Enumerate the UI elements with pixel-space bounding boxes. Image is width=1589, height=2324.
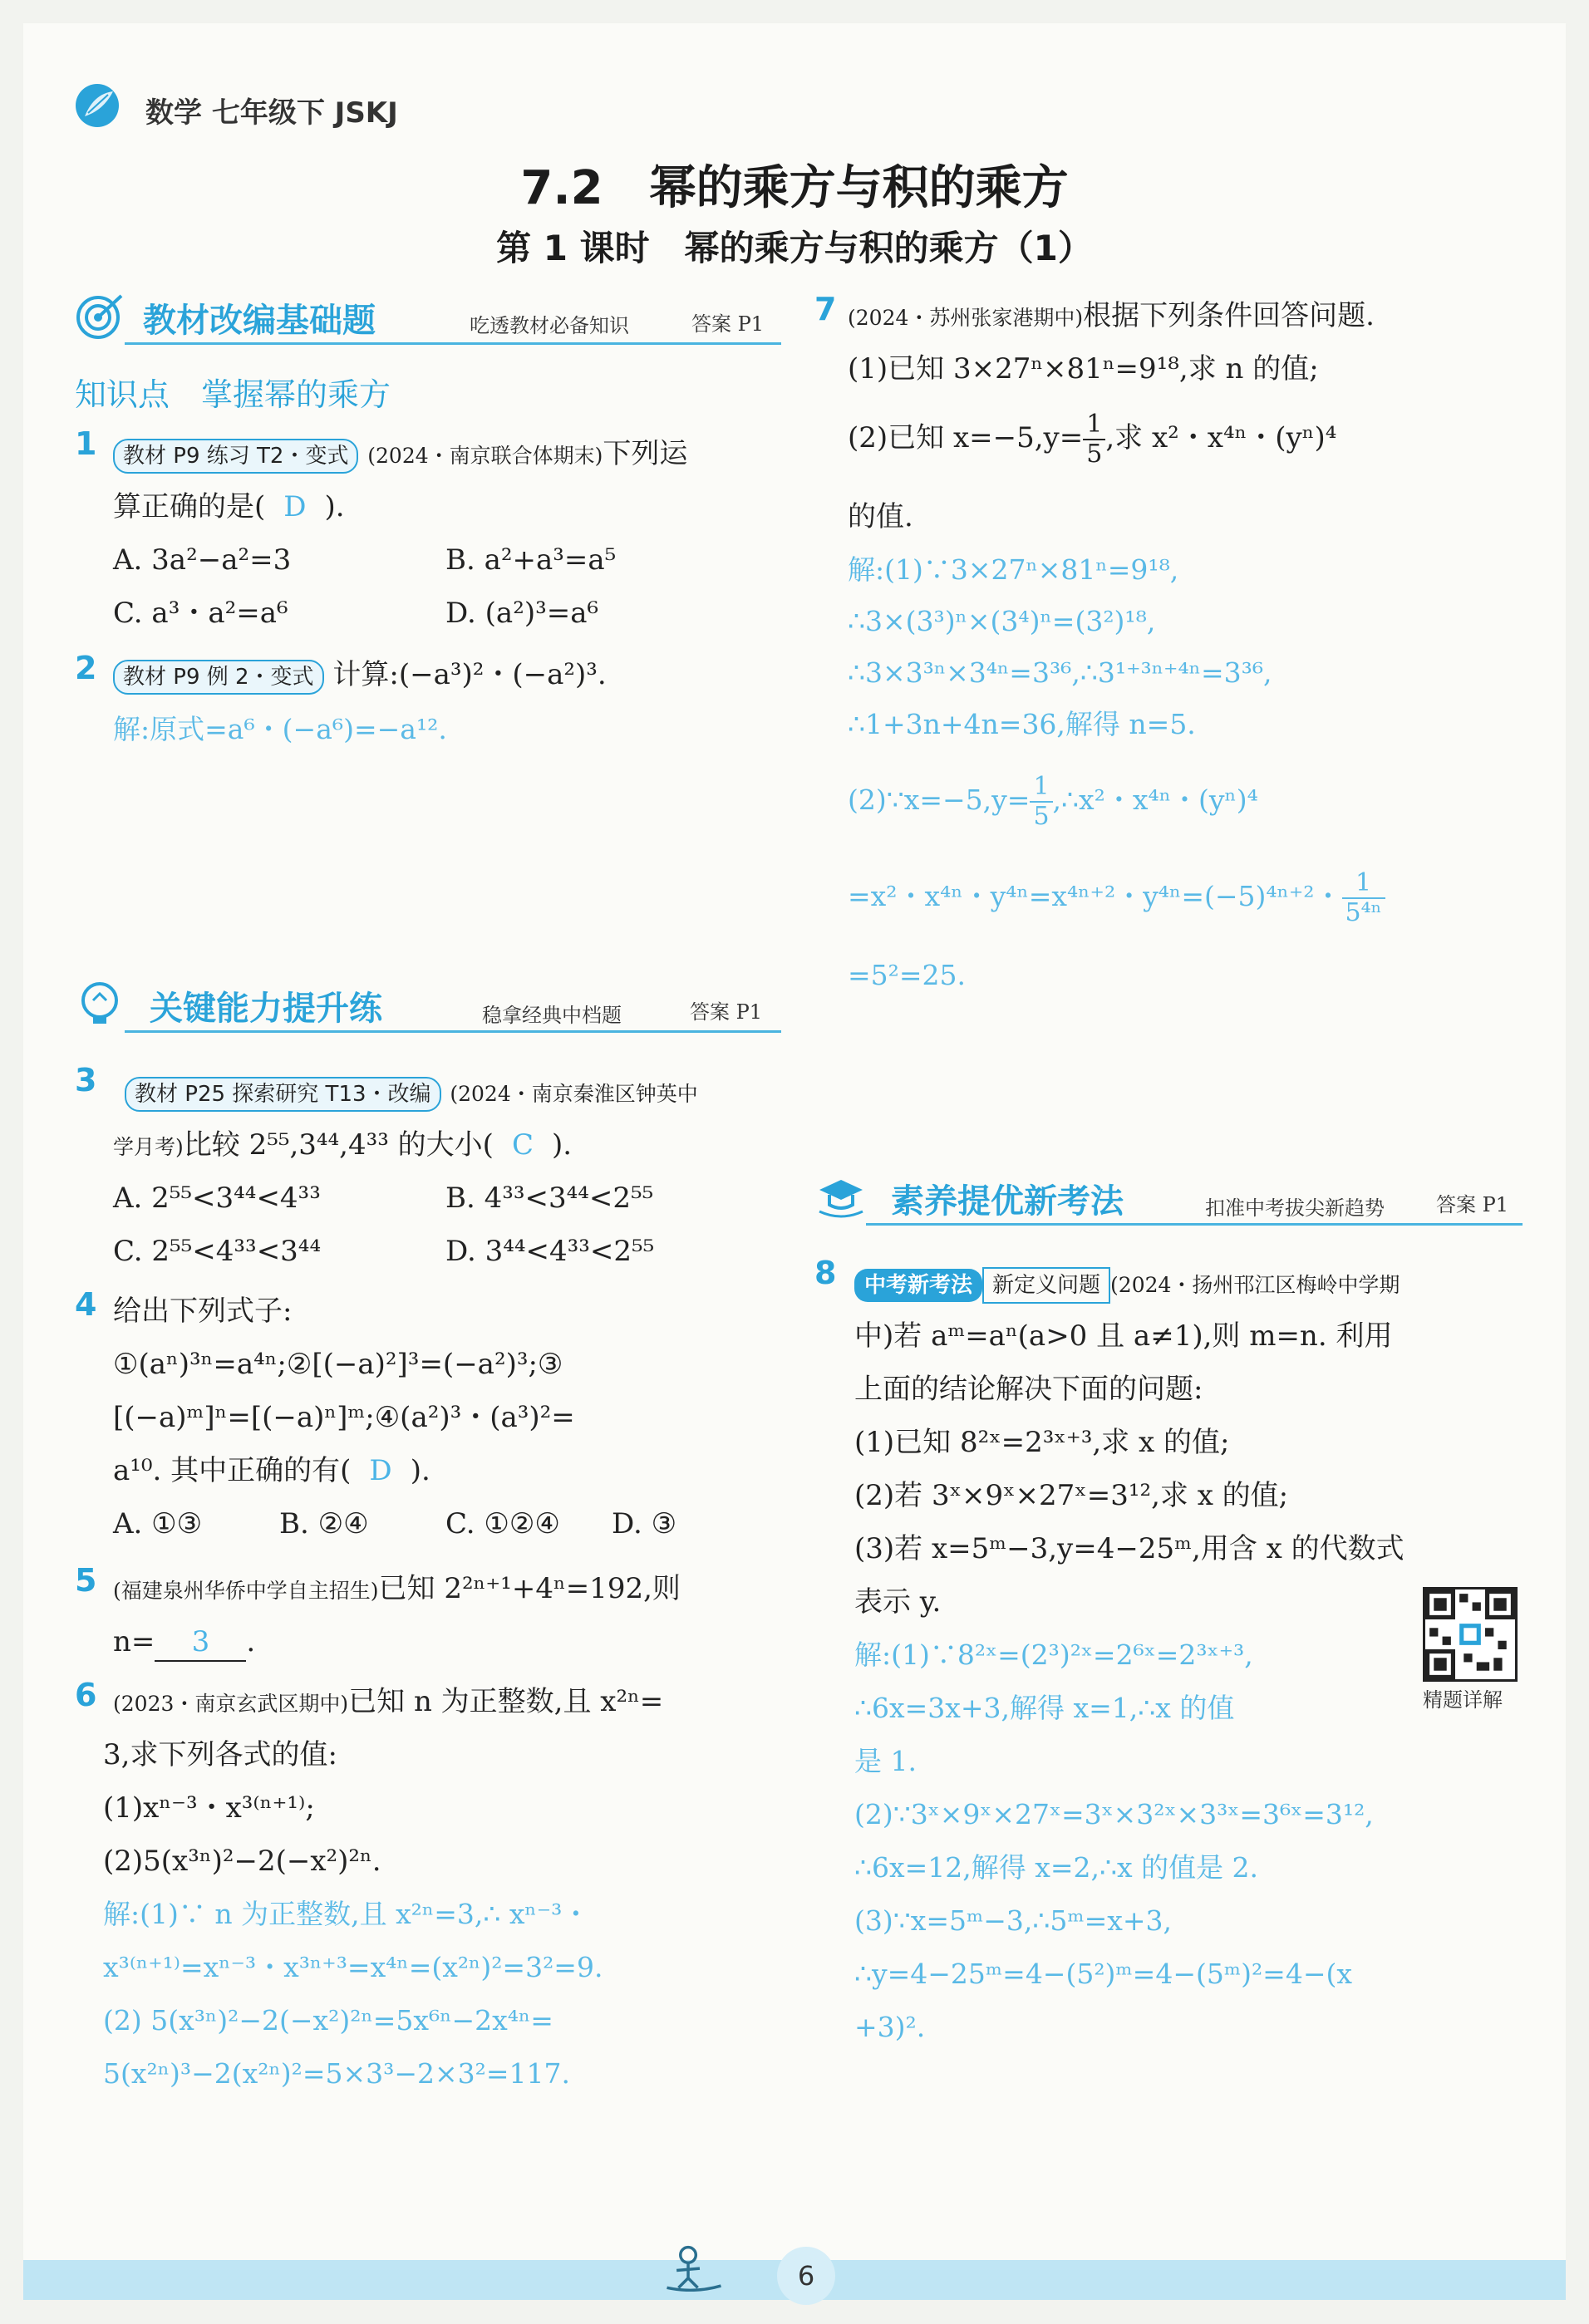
qr-code-icon[interactable]: [1423, 1587, 1518, 1682]
answer-ref-ability: 答案 P1: [690, 1000, 763, 1024]
solution-line: =5²=25.: [848, 959, 967, 991]
question-number: 4: [75, 1286, 97, 1323]
textbook-badge: 教材 P9 例 2・变式: [113, 660, 324, 695]
section-tag-advanced: 扣准中考拔尖新趋势: [1205, 1196, 1385, 1220]
option-b: B. 4³³<3⁴⁴<2⁵⁵: [445, 1182, 654, 1215]
question-source: (2024・苏州张家港期中): [848, 306, 1084, 330]
section-tag-ability: 稳拿经典中档题: [482, 1004, 622, 1027]
question-7-line3: 的值.: [848, 500, 913, 533]
question-number: 8: [814, 1255, 837, 1291]
fraction: [1030, 773, 1052, 831]
question-1-line2: [113, 480, 345, 533]
solution-line: [848, 773, 1258, 831]
target-icon: [75, 291, 125, 341]
option-d: D. ③: [612, 1507, 677, 1540]
solution-line: (3)∵x=5ᵐ−3,∴5ᵐ=x+3,: [854, 1904, 1172, 1937]
question-source: (2024・南京联合体期末): [367, 444, 603, 468]
textbook-badge: 教材 P25 探索研究 T13・改编: [125, 1077, 441, 1112]
question-6-part1: (1)xⁿ⁻³・x³⁽ⁿ⁺¹⁾;: [103, 1791, 315, 1825]
answer-choice: C: [511, 1128, 534, 1162]
answer-choice: D: [283, 490, 307, 523]
question-8-part3b: 表示 y.: [854, 1585, 942, 1619]
fraction: [1342, 869, 1385, 927]
question-stem: 比较 2⁵⁵,3⁴⁴,4³³ 的大小(: [183, 1128, 494, 1162]
fraction-numerator: 1: [1342, 869, 1385, 899]
question-8: [854, 1256, 1400, 1312]
option-a: A. 2⁵⁵<3⁴⁴<4³³: [113, 1182, 321, 1215]
solution-line: (2) 5(x³ⁿ)²−2(−x²)²ⁿ=5x⁶ⁿ−2x⁴ⁿ=: [103, 2004, 553, 2037]
question-8-part3: (3)若 x=5ᵐ−3,y=4−25ᵐ,用含 x 的代数式: [854, 1532, 1405, 1565]
question-source: (福建泉州华侨中学自主招生): [113, 1579, 379, 1603]
question-number: 3: [75, 1062, 97, 1098]
question-number: 5: [75, 1562, 97, 1599]
question-4-line2: ①(aⁿ)³ⁿ=a⁴ⁿ;②[(−a)²]³=(−a²)³;③: [113, 1348, 563, 1381]
option-c: C. a³・a²=a⁶: [113, 597, 288, 630]
question-7-part1: (1)已知 3×27ⁿ×81ⁿ=9¹⁸,求 n 的值;: [848, 352, 1319, 386]
question-6-line2: 3,求下列各式的值:: [103, 1738, 337, 1771]
solution-text: (2)∵x=−5,y=: [848, 784, 1031, 816]
section-underline: [125, 342, 781, 345]
option-a: A. 3a²−a²=3: [113, 543, 292, 577]
question-source: 学月考): [113, 1135, 184, 1159]
solution-line: (2)∵3ˣ×9ˣ×27ˣ=3ˣ×3²ˣ×3³ˣ=3⁶ˣ=3¹²,: [854, 1798, 1374, 1830]
question-source: (2023・南京玄武区期中): [113, 1692, 349, 1716]
question-3: [125, 1065, 698, 1121]
mascot-icon: [665, 2243, 723, 2292]
textbook-badge: 教材 P9 练习 T2・变式: [113, 439, 358, 474]
solution-line: ∴3×3³ⁿ×3⁴ⁿ=3³⁶,∴3¹⁺³ⁿ⁺⁴ⁿ=3³⁶,: [848, 656, 1272, 689]
section-header-ability: [75, 979, 781, 1037]
option-b: B. ②④: [279, 1507, 369, 1540]
question-4-line1: 给出下列式子:: [113, 1295, 293, 1328]
qr-caption: 精题详解: [1423, 1688, 1503, 1712]
question-8-line2: 中)若 aᵐ=aⁿ(a>0 且 a≠1),则 m=n. 利用: [854, 1319, 1393, 1353]
question-stem: 已知 2²ⁿ⁺¹+4ⁿ=192,则: [378, 1572, 681, 1605]
section-underline: [125, 1030, 781, 1033]
solution-line: 是 1.: [854, 1745, 917, 1777]
solution-line: [848, 869, 1385, 927]
solution: 解:原式=a⁶・(−a⁶)=−a¹².: [113, 713, 447, 745]
question-stem: 已知 n 为正整数,且 x²ⁿ=: [348, 1685, 664, 1718]
section-title: 7.2 幂的乘方与积的乘方: [520, 161, 1069, 215]
new-method-badge: 中考新考法: [854, 1269, 982, 1302]
question-stem: n=: [113, 1625, 155, 1658]
question-type-badge: 新定义问题: [982, 1267, 1110, 1304]
solution-line: x³⁽ⁿ⁺¹⁾=xⁿ⁻³・x³ⁿ⁺³=x⁴ⁿ=(x²ⁿ)²=3²=9.: [103, 1951, 603, 1983]
option-a: A. ①③: [113, 1507, 203, 1540]
section-title-ability: 关键能力提升练: [150, 990, 382, 1028]
question-stem: (2)已知 x=−5,y=: [848, 421, 1084, 454]
section-header-basic: [75, 291, 781, 349]
section-header-advanced: [816, 1172, 1523, 1230]
question-7: [848, 289, 1375, 345]
fraction-denominator: 5: [1086, 440, 1103, 469]
option-c: C. ①②④: [445, 1507, 560, 1540]
question-5-line2: [113, 1615, 255, 1668]
fraction-numerator: 1: [1030, 773, 1052, 803]
question-6-part2: (2)5(x³ⁿ)²−2(−x²)²ⁿ.: [103, 1845, 381, 1878]
question-5: [113, 1562, 681, 1618]
question-stem-end: .: [246, 1625, 256, 1658]
page-number: 6: [777, 2247, 835, 2305]
answer-ref-advanced: 答案 P1: [1436, 1193, 1509, 1216]
question-number: 7: [814, 291, 837, 327]
fraction-numerator: 1: [1083, 410, 1105, 440]
solution-line: 解:(1)∵ n 为正整数,且 x²ⁿ=3,∴ xⁿ⁻³・: [103, 1898, 590, 1930]
question-1: [113, 427, 794, 483]
section-underline: [866, 1223, 1523, 1226]
option-b: B. a²+a³=a⁵: [445, 543, 617, 577]
knowledge-point: 知识点 掌握幂的乘方: [75, 376, 391, 413]
lightbulb-icon: [75, 979, 125, 1029]
question-3-line2: [113, 1118, 572, 1174]
question-6: [113, 1675, 663, 1731]
fraction: [1083, 410, 1105, 469]
question-4-line3: [(−a)ᵐ]ⁿ=[(−a)ⁿ]ᵐ;④(a²)³・(a³)²=: [113, 1401, 575, 1434]
solution-line: 5(x²ⁿ)³−2(x²ⁿ)²=5×3³−2×3²=117.: [103, 2057, 570, 2090]
question-stem: 算正确的是(: [113, 490, 266, 523]
solution-line: ∴6x=3x+3,解得 x=1,∴x 的值: [854, 1692, 1235, 1724]
solution-line: ∴3×(3³)ⁿ×(3⁴)ⁿ=(3²)¹⁸,: [848, 605, 1156, 637]
lesson-title: 第 1 课时 幂的乘方与积的乘方（1）: [496, 228, 1093, 268]
question-7-part2: [848, 410, 1336, 469]
solution-line: ∴6x=12,解得 x=2,∴x 的值是 2.: [854, 1851, 1259, 1884]
fraction-denominator: 5: [1033, 802, 1050, 831]
answer-choice: D: [369, 1454, 392, 1487]
graduation-cap-icon: [816, 1172, 866, 1221]
answer-ref-basic: 答案 P1: [691, 312, 765, 336]
question-stem-end: ).: [410, 1454, 430, 1487]
fill-blank-answer: 3: [155, 1624, 246, 1662]
question-number: 2: [75, 650, 97, 686]
question-stem-end: ).: [324, 490, 345, 523]
question-source: (2024・扬州邗江区梅岭中学期: [1110, 1273, 1400, 1297]
question-8-part2: (2)若 3ˣ×9ˣ×27ˣ=3¹²,求 x 的值;: [854, 1479, 1289, 1512]
question-stem: ,求 x²・x⁴ⁿ・(yⁿ)⁴: [1105, 421, 1337, 454]
question-number: 6: [75, 1677, 97, 1713]
solution-text: ,∴x²・x⁴ⁿ・(yⁿ)⁴: [1052, 784, 1258, 816]
book-logo-icon: [75, 83, 120, 128]
section-title-advanced: 素养提优新考法: [891, 1182, 1124, 1221]
solution-text: =x²・x⁴ⁿ・y⁴ⁿ=x⁴ⁿ⁺²・y⁴ⁿ=(−5)⁴ⁿ⁺²・: [848, 880, 1342, 912]
question-4-line4: [113, 1444, 430, 1497]
solution-line: ∴1+3n+4n=36,解得 n=5.: [848, 708, 1196, 740]
fraction-denominator: 5⁴ⁿ: [1345, 898, 1382, 927]
solution-line: +3)².: [854, 2011, 926, 2043]
question-stem-end: ).: [551, 1128, 573, 1162]
book-header: 数学 七年级下 JSKJ: [145, 96, 398, 130]
option-d: D. (a²)³=a⁶: [445, 597, 599, 630]
solution-line: 解:(1)∵3×27ⁿ×81ⁿ=9¹⁸,: [848, 553, 1179, 586]
solution-line: ∴y=4−25ᵐ=4−(5²)ᵐ=4−(5ᵐ)²=4−(x: [854, 1958, 1352, 1990]
section-title-basic: 教材改编基础题: [143, 302, 376, 340]
question-8-line3: 上面的结论解决下面的问题:: [854, 1373, 1203, 1406]
question-stem: 下列运: [603, 437, 688, 470]
question-stem: 根据下列条件回答问题.: [1083, 299, 1375, 332]
section-tag-basic: 吃透教材必备知识: [470, 314, 629, 337]
option-c: C. 2⁵⁵<4³³<3⁴⁴: [113, 1235, 322, 1268]
question-source: (2024・南京秦淮区钟英中: [450, 1082, 698, 1106]
question-2: [113, 648, 607, 701]
question-stem: a¹⁰. 其中正确的有(: [113, 1454, 352, 1487]
solution-line: 解:(1)∵8²ˣ=(2³)²ˣ=2⁶ˣ=2³ˣ⁺³,: [854, 1639, 1253, 1671]
question-stem: 计算:(−a³)²・(−a²)³.: [332, 658, 607, 691]
option-d: D. 3⁴⁴<4³³<2⁵⁵: [445, 1235, 655, 1268]
question-8-part1: (1)已知 8²ˣ=2³ˣ⁺³,求 x 的值;: [854, 1426, 1230, 1459]
question-number: 1: [75, 425, 97, 462]
